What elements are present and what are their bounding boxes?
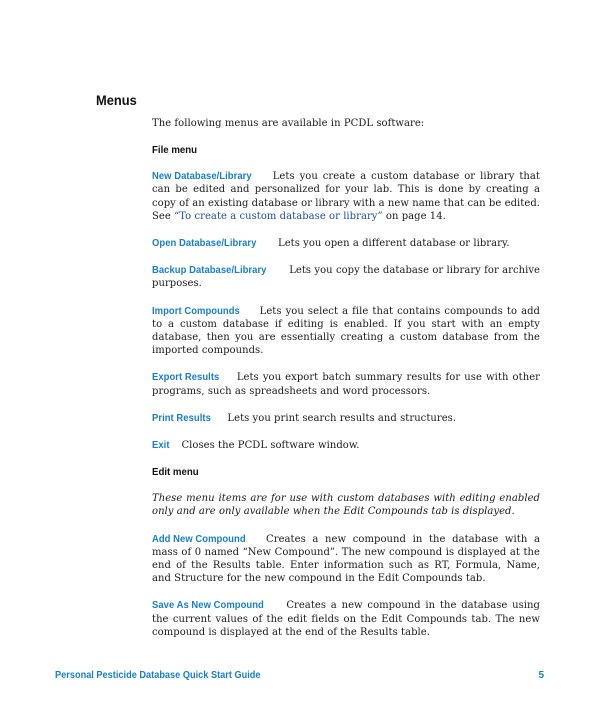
file-menu-entry-import-compounds	[152, 305, 540, 358]
term-import-compounds: Import Compounds	[152, 304, 240, 317]
desc-export-results: Lets you export batch summary results for use with other programs, such as spreadsheets and word processors.	[152, 372, 540, 397]
term-save-as-new-compound: Save As New Compound	[152, 599, 264, 612]
desc-backup-database-library: Lets you copy the database or library for archive purposes.	[152, 265, 540, 290]
term-print-results: Print Results	[152, 411, 211, 424]
file-menu-entry-exit	[152, 439, 540, 452]
cross-reference-link[interactable]: “To create a custom database or library”	[174, 210, 383, 222]
edit-menu-note	[152, 492, 540, 518]
term-backup-database-library: Backup Database/Library	[152, 264, 267, 277]
file-menu-entry-export-results	[152, 371, 540, 397]
intro-text: The following menus are available in PCDL software:	[152, 118, 425, 129]
edit-menu-entry-save-as-new-compound	[152, 599, 540, 639]
edit-menu-heading: Edit menu	[152, 466, 199, 479]
desc-open-database-library: Lets you open a different database or library.	[278, 238, 510, 250]
edit-menu-note-text: These menu items are for use with custom databases with editing enabled only and are only available when the Edit Compounds tab is displayed.	[152, 493, 540, 518]
edit-menu-entry-add-new-compound	[152, 533, 540, 586]
term-open-database-library: Open Database/Library	[152, 237, 257, 250]
page-number: 5	[538, 670, 544, 681]
term-add-new-compound: Add New Compound	[152, 532, 246, 545]
file-menu-entry-new-database	[152, 170, 540, 223]
page-reference: on page 14.	[382, 210, 446, 222]
term-new-database-library: New Database/Library	[152, 170, 252, 183]
file-menu-entry-backup-database	[152, 264, 540, 290]
desc-new-database-library: Lets you create a custom database or library that can be edited and personalized for your lab. This is done by creating a copy of an existing database or library with a new name that can be edited. See	[152, 171, 540, 222]
term-exit: Exit	[152, 439, 170, 452]
page-title: Menus	[96, 92, 137, 108]
desc-exit: Closes the PCDL software window.	[181, 440, 360, 452]
desc-print-results: Lets you print search results and structures.	[227, 412, 457, 424]
file-menu-heading: File menu	[152, 144, 198, 157]
desc-save-as-new-compound: Creates a new compound in the database using the current values of the edit fields on the Edit Compounds tab. The new compound is displayed at the end of the Results table.	[152, 600, 540, 638]
term-export-results: Export Results	[152, 371, 220, 384]
content	[152, 117, 540, 653]
footer-guide-title: Personal Pesticide Database Quick Start Guide	[55, 670, 261, 681]
file-menu-entry-open-database	[152, 237, 540, 250]
desc-add-new-compound: Creates a new compound in the database with a mass of 0 named “New Compound”. The new compound is displayed at the end of the Results table. Enter information such as RT, Formula, Name, and Structure for the new compound in the Edit Compounds tab.	[152, 533, 540, 585]
desc-import-compounds: Lets you select a file that contains compounds to add to a custom database if editing is enabled. If you start with an empty database, then you are essentially creating a custom database from the imported compounds.	[152, 305, 540, 357]
file-menu-entry-print-results	[152, 412, 540, 425]
